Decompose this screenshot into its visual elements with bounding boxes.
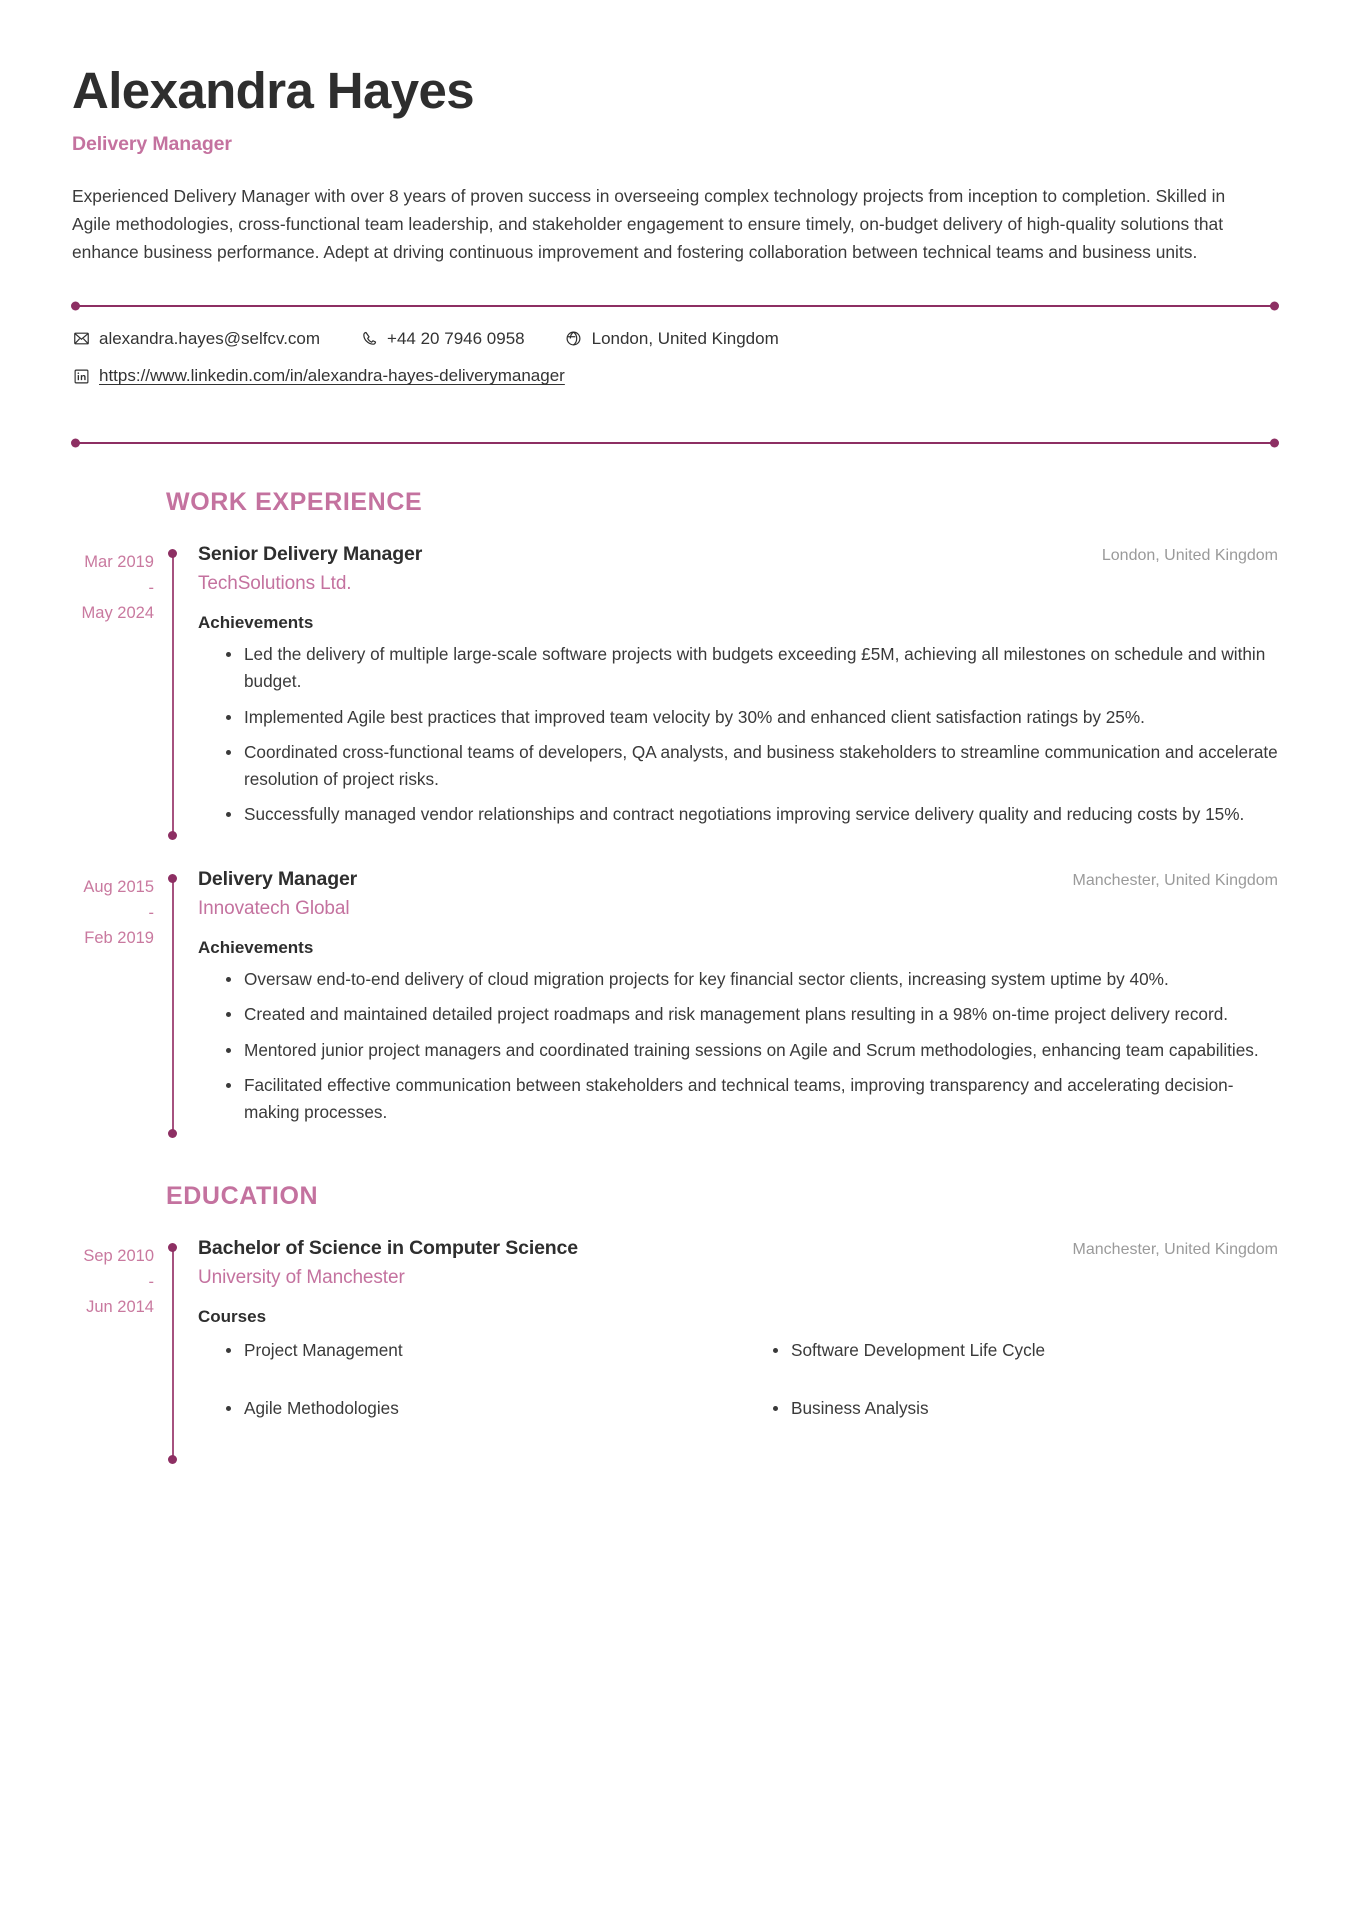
list-item: Coordinated cross-functional teams of developers, QA analysts, and business stakeholders to streamline communication and accelerate resolution of project risks. — [244, 739, 1278, 793]
timeline-marker — [166, 868, 180, 1134]
contact-linkedin[interactable] — [72, 364, 565, 388]
header-divider-top — [72, 305, 1278, 307]
date-start: Sep 2010 — [83, 1247, 154, 1266]
list-item: Project Management — [244, 1337, 731, 1365]
globe-pin-icon — [565, 330, 583, 348]
envelope-icon — [72, 330, 90, 348]
work-entry-organization: Innovatech Global — [198, 898, 350, 920]
work-entry-head — [198, 868, 1278, 891]
section-title-work: WORK EXPERIENCE — [166, 488, 423, 517]
date-start: Aug 2015 — [83, 878, 154, 897]
work-entry-body — [180, 543, 1278, 836]
date-dash: - — [148, 578, 154, 597]
work-entry-location: Manchester, United Kingdom — [1072, 872, 1278, 890]
work-entry-achievements — [198, 966, 1278, 1126]
timeline-dot-start — [168, 549, 177, 558]
list-item: Oversaw end-to-end delivery of cloud migration projects for key financial sector clients, increasing system uptime by 40%. — [244, 966, 1278, 993]
date-dash: - — [148, 903, 154, 922]
list-item: Facilitated effective communication between stakeholders and technical teams, improving transparency and accelerating decision-making processes. — [244, 1072, 1278, 1126]
timeline-rail — [172, 878, 174, 1134]
contact-linkedin-text[interactable]: https://www.linkedin.com/in/alexandra-hayes-deliverymanager — [99, 366, 565, 386]
timeline-rail — [172, 553, 174, 836]
date-end: Feb 2019 — [84, 929, 154, 948]
phone-icon — [360, 330, 378, 348]
timeline-dot-start — [168, 874, 177, 883]
work-entry-body — [180, 868, 1278, 1134]
contact-phone[interactable] — [360, 327, 525, 351]
contact-email-text: alexandra.hayes@selfcv.com — [99, 328, 321, 348]
contact-location — [565, 327, 779, 351]
list-item: Business Analysis — [791, 1395, 1278, 1423]
work-entry-location: London, United Kingdom — [1101, 547, 1278, 565]
work-entry-title: Senior Delivery Manager — [198, 543, 423, 566]
section-work-experience — [72, 488, 1278, 1134]
work-entry-head — [198, 543, 1278, 566]
list-item: Agile Methodologies — [244, 1395, 731, 1423]
contact-location-text: London, United Kingdom — [591, 328, 779, 348]
contact-phone-text: +44 20 7946 0958 — [387, 328, 525, 348]
list-item: Created and maintained detailed project roadmaps and risk management plans resulting in a 98% on-time project delivery record. — [244, 1001, 1278, 1028]
section-education — [72, 1182, 1278, 1460]
work-entry-dates — [72, 868, 166, 1134]
education-entry-title: Bachelor of Science in Computer Science — [198, 1237, 578, 1260]
timeline-marker — [166, 543, 180, 836]
work-entry-organization: TechSolutions Ltd. — [198, 573, 352, 595]
page-title: Alexandra Hayes — [72, 62, 475, 119]
work-entry-sublabel: Achievements — [198, 938, 314, 958]
timeline-dot-end — [168, 1129, 177, 1138]
list-item: Mentored junior project managers and coordinated training sessions on Agile and Scrum methodologies, enhancing team capabilities. — [244, 1037, 1278, 1064]
contact-email[interactable] — [72, 327, 320, 351]
education-entry-sublabel: Courses — [198, 1307, 267, 1327]
header-job-title: Delivery Manager — [72, 133, 232, 156]
education-entry-body — [180, 1237, 1278, 1460]
date-dash: - — [148, 1272, 154, 1291]
professional-summary: Experienced Delivery Manager with over 8 years of proven success in overseeing complex technology projects from inception to completion. Skilled in Agile methodologies, cross-functional team leadership, and stakeholder engagement to ensure timely, on-budget delivery of high-quality solutions that enhance business performance. Adept at driving continuous improvement and fostering collaboration between technical teams and business units. — [72, 186, 1226, 263]
list-item: Led the delivery of multiple large-scale software projects with budgets exceeding £5M, achieving all milestones on schedule and within budget. — [244, 641, 1278, 695]
header-divider-bottom — [72, 442, 1278, 444]
education-entry — [72, 1237, 1278, 1460]
list-item: Successfully managed vendor relationships and contract negotiations improving service delivery quality and reducing costs by 15%. — [244, 801, 1278, 828]
work-entry — [72, 868, 1278, 1134]
education-entry-head — [198, 1237, 1278, 1260]
work-entry-title: Delivery Manager — [198, 868, 358, 891]
timeline-dot-start — [168, 1243, 177, 1252]
linkedin-icon — [72, 367, 90, 385]
date-start: Mar 2019 — [84, 553, 154, 572]
section-title-education: EDUCATION — [166, 1182, 319, 1211]
list-item: Software Development Life Cycle — [791, 1337, 1278, 1365]
resume-header — [72, 62, 1278, 267]
education-entry-location: Manchester, United Kingdom — [1072, 1241, 1278, 1259]
work-entry — [72, 543, 1278, 836]
date-end: Jun 2014 — [86, 1298, 154, 1317]
timeline-marker — [166, 1237, 180, 1460]
list-item: Implemented Agile best practices that improved team velocity by 30% and enhanced client satisfaction ratings by 25%. — [244, 704, 1278, 731]
timeline-dot-end — [168, 831, 177, 840]
work-entry-achievements — [198, 641, 1278, 828]
education-entry-organization: University of Manchester — [198, 1267, 405, 1289]
date-end: May 2024 — [81, 604, 154, 623]
timeline-rail — [172, 1247, 174, 1460]
timeline-dot-end — [168, 1455, 177, 1464]
contact-block — [72, 307, 1278, 405]
education-entry-dates — [72, 1237, 166, 1460]
contact-row-secondary — [72, 364, 1278, 388]
contact-row-primary — [72, 327, 1278, 351]
education-course-list — [198, 1337, 1278, 1452]
work-entry-dates — [72, 543, 166, 836]
work-entry-sublabel: Achievements — [198, 613, 314, 633]
